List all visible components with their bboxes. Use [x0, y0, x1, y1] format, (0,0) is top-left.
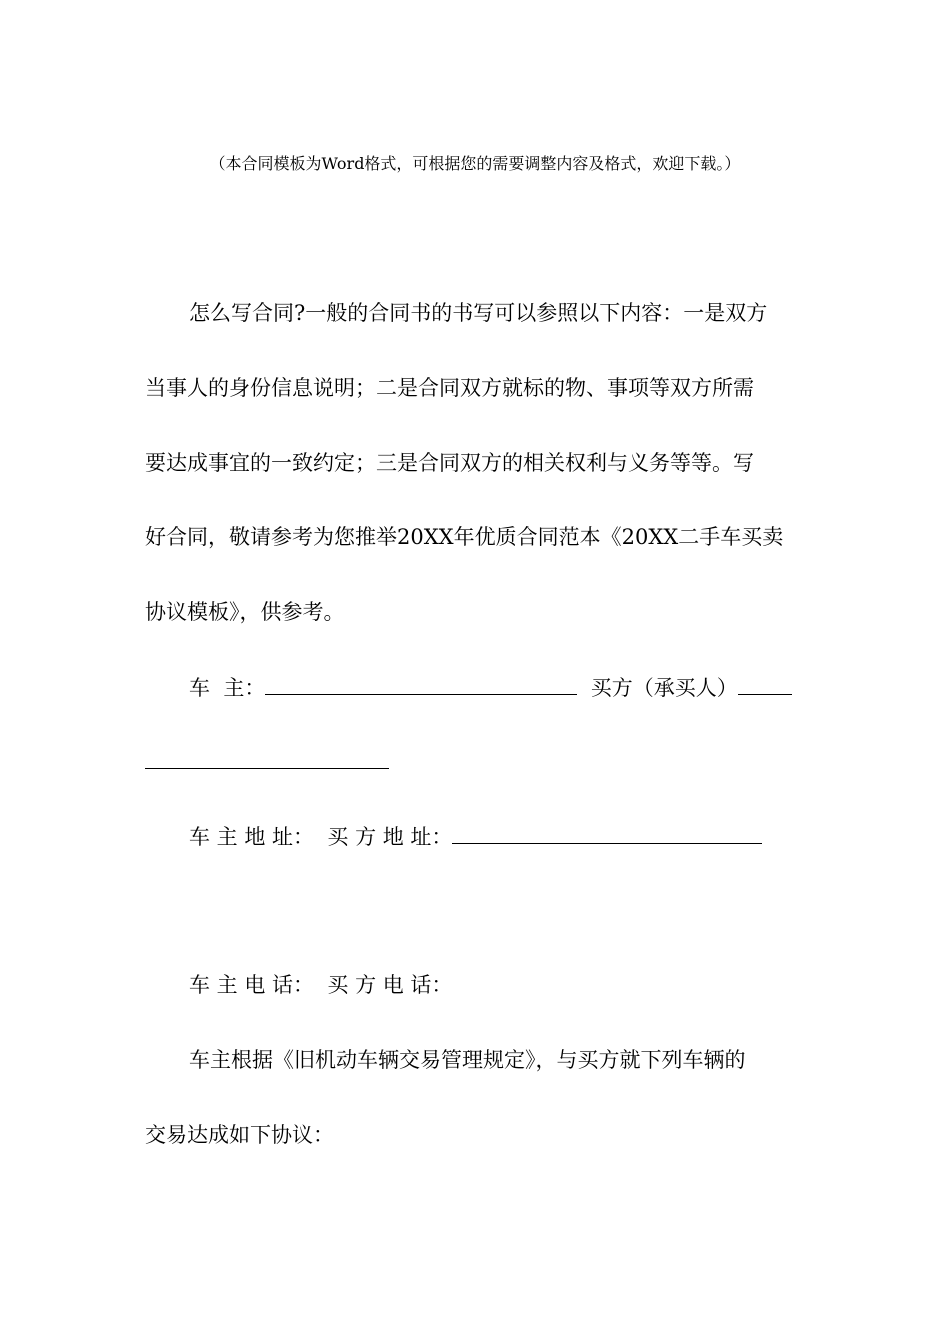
- owner-blank: [265, 672, 577, 695]
- owner-buyer-line: [189, 672, 869, 703]
- body-line-2: 交易达成如下协议：: [145, 1123, 334, 1147]
- buyer-address-blank: [452, 821, 762, 844]
- template-note: （本合同模板为Word格式，可根据您的需要调整内容及格式，欢迎下载。）: [209, 154, 741, 173]
- intro-line-1: 怎么写合同?一般的合同书的书写可以参照以下内容：一是双方: [189, 301, 768, 325]
- buyer-address-label: 买 方 地 址：: [327, 825, 453, 849]
- buyer-label: 买方（承买人）: [590, 676, 738, 700]
- owner-phone-label: 车 主 电 话：: [189, 973, 315, 997]
- address-line: [189, 821, 869, 852]
- buyer-blank-2: [145, 746, 389, 769]
- buyer-phone-label: 买 方 电 话：: [327, 973, 453, 997]
- buyer-blank-continued: [145, 746, 825, 777]
- buyer-blank: [738, 672, 792, 695]
- body-line-1: 车主根据《旧机动车辆交易管理规定》，与买方就下列车辆的: [189, 1048, 746, 1072]
- owner-label: 车 主：: [189, 676, 266, 700]
- intro-line-3: 要达成事宜的一致约定；三是合同双方的相关权利与义务等等。写: [145, 451, 754, 475]
- intro-line-4: 好合同，敬请参考为您推举20XX年优质合同范本《20XX二手车买卖: [145, 525, 784, 549]
- intro-line-5: 协议模板》，供参考。: [145, 600, 345, 624]
- phone-line: [189, 970, 869, 1000]
- owner-address-label: 车 主 地 址：: [189, 825, 315, 849]
- intro-line-2: 当事人的身份信息说明；二是合同双方就标的物、事项等双方所需: [145, 376, 754, 400]
